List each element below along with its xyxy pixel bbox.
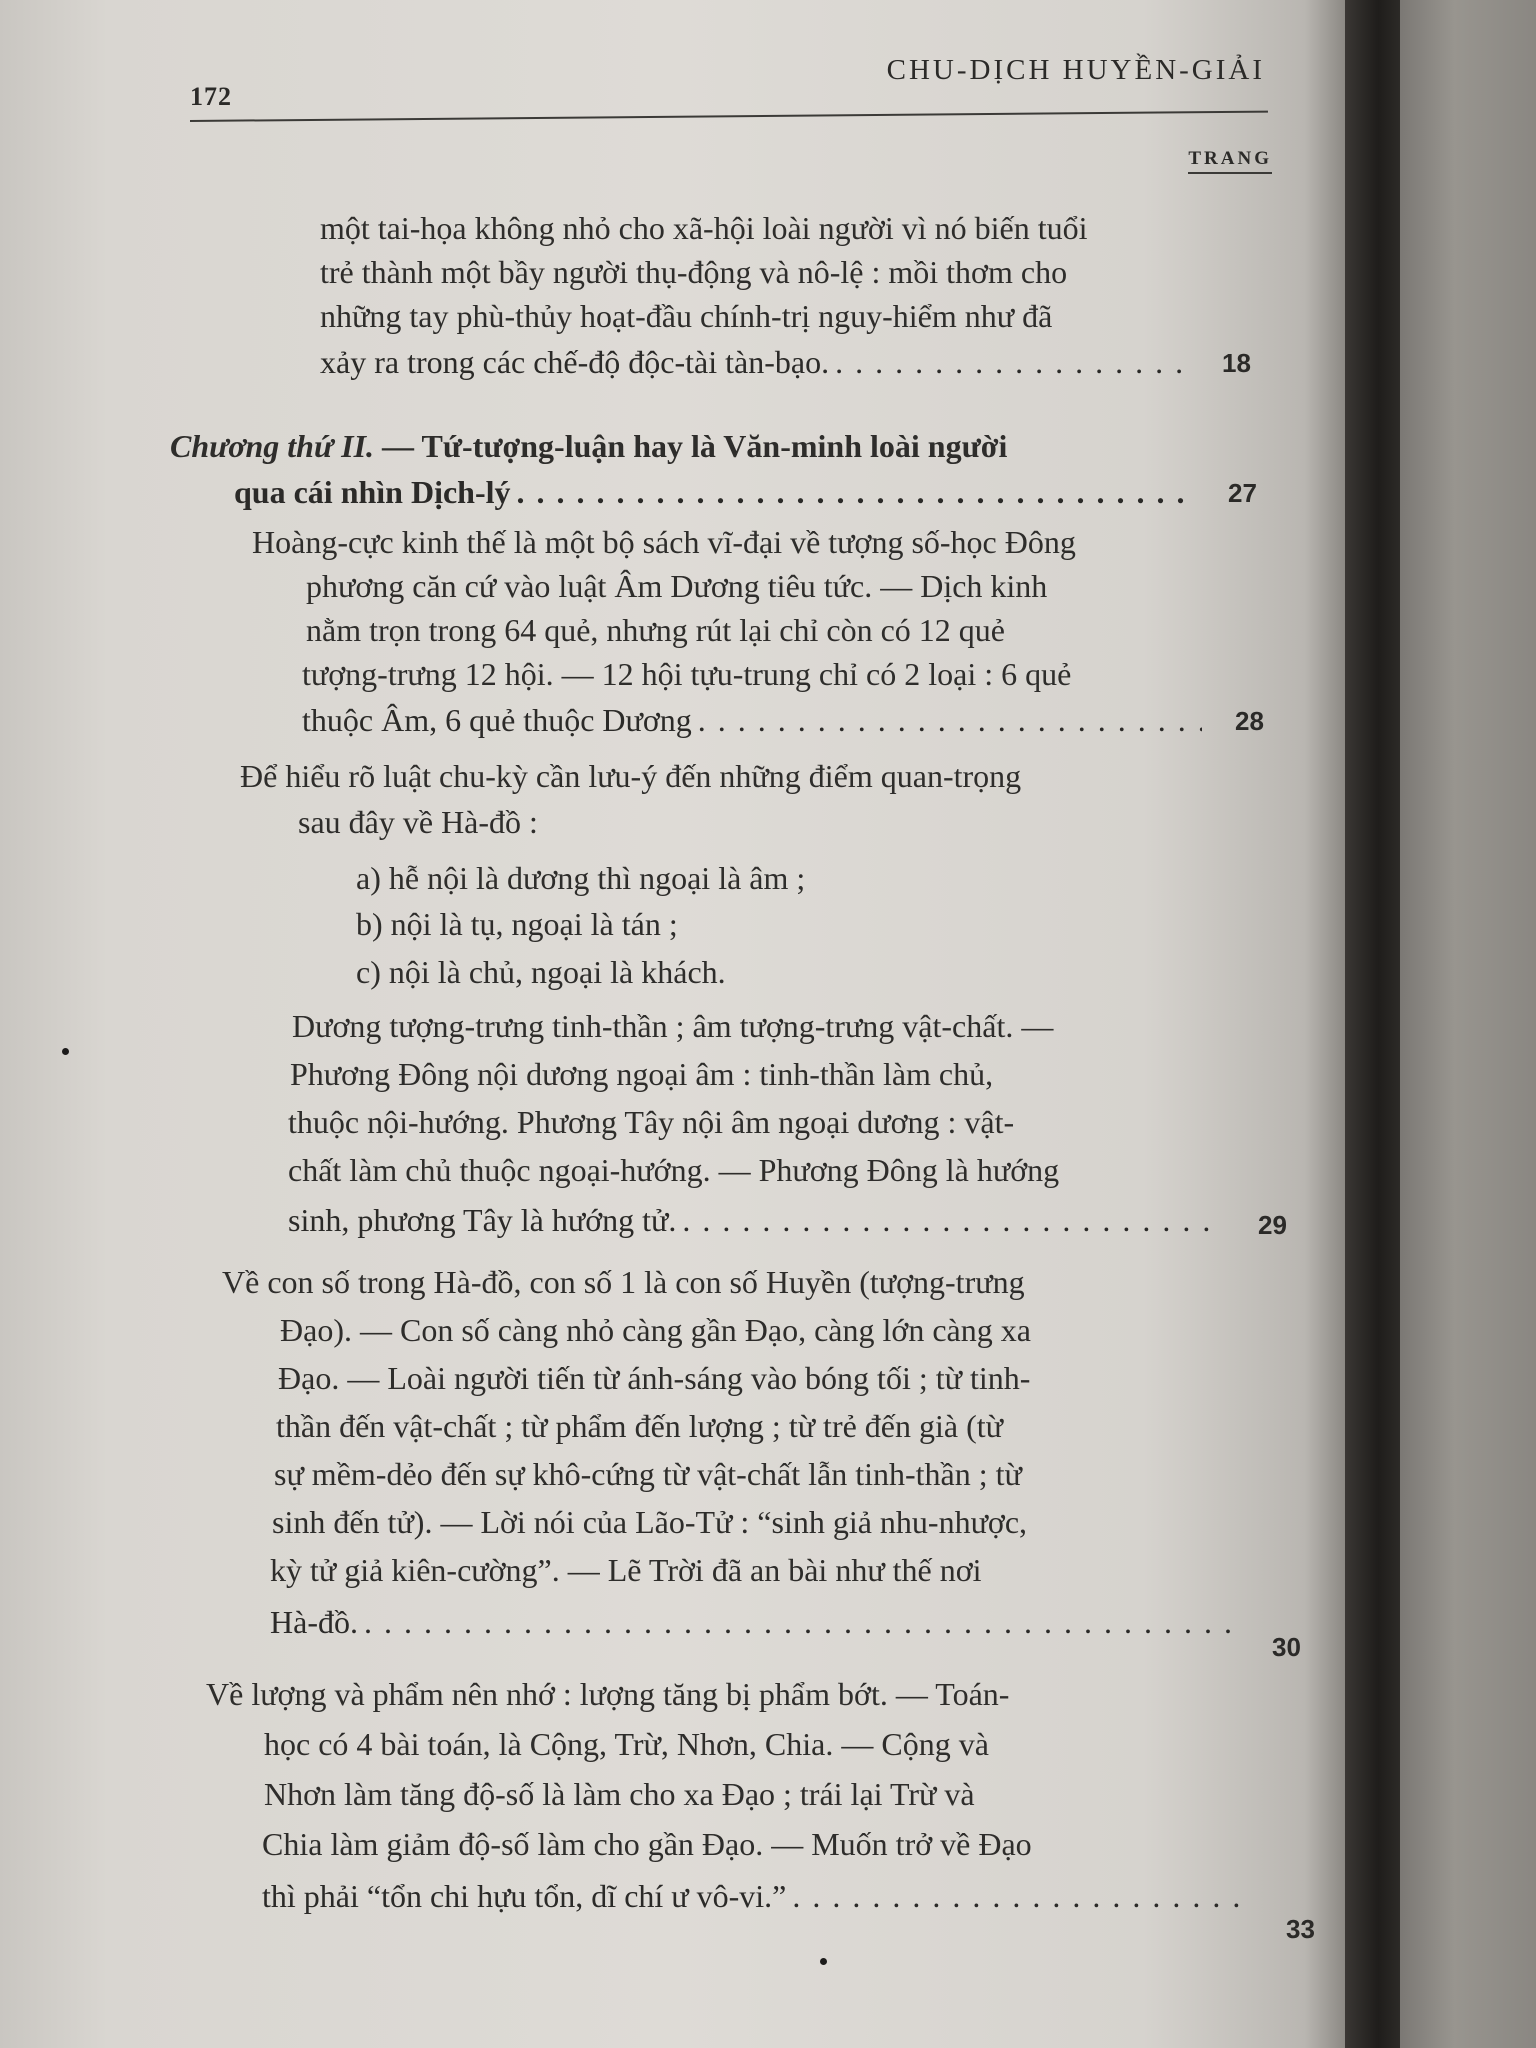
toc-line: tượng-trưng 12 hội. — 12 hội tựu-trung chỉ có 2 loại : 6 quẻ bbox=[302, 656, 1072, 692]
toc-line: Hà-đồ. bbox=[270, 1604, 358, 1640]
toc-line: thuộc nội-hướng. Phương Tây nội âm ngoại dương : vật- bbox=[288, 1104, 1015, 1140]
toc-page-ref: 18 bbox=[1222, 348, 1251, 378]
toc-line: Hoàng-cực kinh thế là một bộ sách vĩ-đại về tượng số-học Đông bbox=[252, 524, 1076, 560]
toc-line: nằm trọn trong 64 quẻ, nhưng rút lại chỉ còn có 12 quẻ bbox=[306, 612, 1005, 648]
toc-line: Dương tượng-trưng tinh-thần ; âm tượng-trưng vật-chất. — bbox=[292, 1008, 1054, 1044]
toc-entry-last-line bbox=[302, 702, 1208, 739]
toc-line: Đạo). — Con số càng nhỏ càng gần Đạo, càng lớn càng xa bbox=[280, 1312, 1031, 1348]
chapter-label: Chương thứ II. bbox=[170, 428, 375, 464]
toc-entry-last-line bbox=[270, 1604, 1240, 1641]
toc-line: chất làm chủ thuộc ngoại-hướng. — Phương Đông là hướng bbox=[288, 1152, 1060, 1188]
toc-line: xảy ra trong các chế-độ độc-tài tàn-bạo. bbox=[320, 344, 830, 380]
dot-leader bbox=[517, 474, 1194, 511]
toc-line: một tai-họa không nhỏ cho xã-hội loài người vì nó biến tuổi bbox=[320, 210, 1088, 246]
toc-line: sự mềm-dẻo đến sự khô-cứng từ vật-chất lẫn tinh-thần ; từ bbox=[274, 1456, 1022, 1492]
chapter-heading bbox=[170, 430, 1007, 462]
adjacent-cover bbox=[1400, 0, 1536, 2048]
toc-line: kỳ tử giả kiên-cường”. — Lẽ Trời đã an bài như thế nơi bbox=[270, 1552, 982, 1588]
toc-line: Về lượng và phẩm nên nhớ : lượng tăng bị phẩm bớt. — Toán- bbox=[206, 1676, 1010, 1712]
toc-entry-last-line bbox=[288, 1202, 1222, 1239]
toc-entry-last-line bbox=[262, 1878, 1248, 1915]
dot-leader bbox=[364, 1604, 1234, 1641]
dot-leader bbox=[792, 1878, 1242, 1915]
toc-line: Nhơn làm tăng độ-số là làm cho xa Đạo ; trái lại Trừ và bbox=[264, 1776, 975, 1812]
chapter-title-cont: qua cái nhìn Dịch-lý bbox=[234, 474, 511, 510]
toc-page-ref: 33 bbox=[1286, 1914, 1315, 1944]
toc-entry-last-line bbox=[320, 344, 1200, 381]
toc-line: trẻ thành một bầy người thụ-động và nô-lệ : mồi thơm cho bbox=[320, 254, 1068, 290]
page-number: 172 bbox=[190, 82, 232, 111]
toc-line: Để hiểu rõ luật chu-kỳ cần lưu-ý đến những điểm quan-trọng bbox=[240, 758, 1022, 794]
dot-leader bbox=[682, 1202, 1216, 1239]
toc-line: sau đây về Hà-đồ : bbox=[298, 804, 538, 840]
toc-line: phương căn cứ vào luật Âm Dương tiêu tức. — Dịch kinh bbox=[306, 568, 1048, 604]
toc-page-ref: 29 bbox=[1258, 1210, 1287, 1240]
toc-list-item: c) nội là chủ, ngoại là khách. bbox=[356, 954, 726, 990]
toc-line: thuộc Âm, 6 quẻ thuộc Dương bbox=[302, 702, 692, 738]
toc-line: Đạo. — Loài người tiến từ ánh-sáng vào bóng tối ; từ tinh- bbox=[278, 1360, 1031, 1396]
toc-list-item: b) nội là tụ, ngoại là tán ; bbox=[356, 906, 678, 942]
toc-line: học có 4 bài toán, là Cộng, Trừ, Nhơn, Chia. — Cộng và bbox=[264, 1726, 989, 1762]
running-title: CHU-DỊCH HUYỀN-GIẢI bbox=[886, 54, 1265, 86]
book-spine bbox=[1345, 0, 1400, 2048]
chapter-title: — Tứ-tượng-luận hay là Văn-minh loài người bbox=[382, 428, 1008, 464]
toc-list-item: a) hễ nội là dương thì ngoại là âm ; bbox=[356, 860, 806, 896]
ink-speck bbox=[62, 1048, 69, 1055]
ink-speck bbox=[820, 1958, 827, 1965]
toc-line: những tay phù-thủy hoạt-đầu chính-trị nguy-hiểm như đã bbox=[320, 298, 1053, 334]
toc-entry-last-line bbox=[234, 474, 1200, 511]
toc-line: Về con số trong Hà-đồ, con số 1 là con số Huyền (tượng-trưng bbox=[222, 1264, 1025, 1300]
toc-line: Phương Đông nội dương ngoại âm : tinh-thần làm chủ, bbox=[290, 1056, 994, 1092]
page-column-label: TRANG bbox=[1188, 148, 1272, 174]
toc-page-ref: 30 bbox=[1272, 1632, 1301, 1662]
dot-leader bbox=[835, 344, 1194, 381]
toc-line: Chia làm giảm độ-số làm cho gần Đạo. — Muốn trở về Đạo bbox=[262, 1826, 1032, 1862]
header-rule bbox=[190, 111, 1268, 122]
toc-line: thì phải “tổn chi hựu tổn, dĩ chí ư vô-vi.” bbox=[262, 1878, 787, 1914]
toc-page-ref: 27 bbox=[1228, 478, 1257, 508]
toc-page-ref: 28 bbox=[1235, 706, 1264, 736]
toc-line: thần đến vật-chất ; từ phẩm đến lượng ; từ trẻ đến già (từ bbox=[276, 1408, 1003, 1444]
toc-line: sinh, phương Tây là hướng tử. bbox=[288, 1202, 677, 1238]
toc-line: sinh đến tử). — Lời nói của Lão-Tử : “sinh giả nhu-nhược, bbox=[272, 1504, 1028, 1540]
dot-leader bbox=[698, 702, 1202, 739]
